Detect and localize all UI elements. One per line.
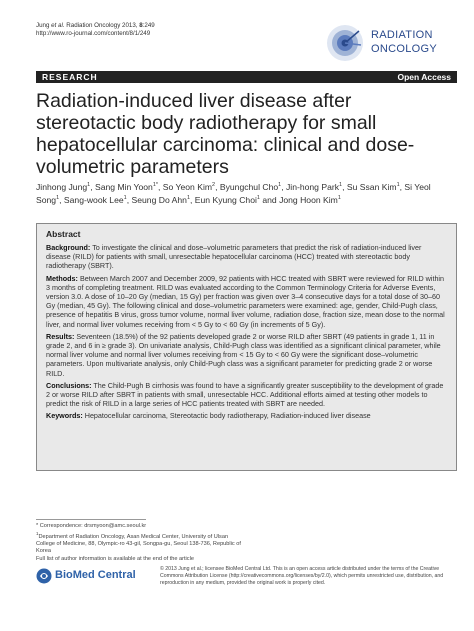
- radiation-oncology-logo-icon: [325, 23, 365, 63]
- section-label: Background:: [46, 243, 91, 252]
- author-name: Byungchul Cho: [219, 181, 279, 192]
- citation-header: [36, 22, 155, 38]
- publisher-logo: [36, 566, 146, 588]
- article-type-bar: [36, 71, 457, 83]
- abstract-keywords: [46, 411, 447, 420]
- section-text: The Child-Pugh B cirrhosis was found to have a significantly greater susceptibility to the development of grade 2 or worse RILD after SBRT in patients with small, unresectable HCC. Additional efforts aimed at testing other models to predict the risk of RILD in a large series of HCC patients treated with SBRT are needed.: [46, 380, 444, 409]
- author-affiliation-sup: 1: [186, 195, 190, 202]
- section-text: Seventeen (18.5%) of the 92 patients developed grade 2 or worse RILD after SBRT (49 patients in grade 1, 11 in grade 2, and 6 in ≥ grade 3). On univariate analysis, Child-Pugh class was identified as a significant clinical parameter, while normal liver volume and normal liver volumes receiving from < 15 Gy to < 60 Gy were the significant dose–volumetric parameters. Upon multivariate analysis, only Child-Pugh class was a significant parameter for predicting grade 2 or worse RILD.: [46, 331, 441, 378]
- article-url[interactable]: http://www.ro-journal.com/content/8/1/249: [36, 30, 151, 37]
- author-info-note: Full list of author information is available at the end of the article: [36, 555, 194, 562]
- logo-text: [371, 28, 437, 56]
- abstract-box: [36, 223, 457, 471]
- author-name: Su Ssan Kim: [346, 181, 397, 192]
- citation-journal: Radiation Oncology 2013,: [64, 22, 140, 29]
- author-affiliation-sup: 1: [56, 195, 60, 202]
- citation-etal: et al.: [51, 22, 65, 29]
- abstract-methods: [46, 274, 447, 329]
- author-name: Si Yeol Song: [36, 181, 431, 206]
- footnotes: [36, 523, 246, 563]
- author-affiliation-sup: 1: [87, 182, 91, 188]
- section-label: Results:: [46, 331, 75, 341]
- author-affiliation-sup: 1: [256, 195, 260, 202]
- citation-page: :249: [142, 22, 155, 29]
- abstract-results: [46, 332, 447, 378]
- author-name: Jin-hong Park: [286, 181, 340, 192]
- author-name: Sang Min Yoon: [94, 181, 153, 192]
- author-affiliation-sup: 2: [212, 182, 216, 188]
- publisher-name: BioMed Central: [55, 569, 136, 581]
- footnote-divider: [36, 519, 146, 520]
- abstract-conclusions: [46, 381, 447, 409]
- author-name: So Yeon Kim: [162, 181, 213, 192]
- section-label: Keywords:: [46, 411, 83, 421]
- section-label: Methods:: [46, 273, 78, 283]
- copyright-notice: © 2013 Jung et al.; licensee BioMed Central Ltd. This is an open access article distributed under the terms of the Creative Commons Attribution License (http://creativecommons.org/licenses/by/2.0), which permits unrestricted use, distribution, and reproduction in any medium, provided the original work is properly cited.: [160, 566, 444, 586]
- author-name: Jinhong Jung: [36, 181, 88, 192]
- author-affiliation-sup: 1: [339, 182, 343, 188]
- citation-authors: Jung: [36, 22, 52, 29]
- open-access-label: Open Access: [397, 72, 451, 82]
- author-affiliation-sup: 1: [337, 195, 341, 202]
- logo-line-1: RADIATION: [371, 29, 433, 41]
- affiliation: [36, 530, 246, 555]
- author-name: Jong Hoon Kim: [279, 195, 338, 206]
- article-title: Radiation-induced liver disease after stereotactic body radiotherapy for small hepatocellular carcinoma: clinical and dose-volumetric parameters: [36, 90, 415, 178]
- author-affiliation-sup: 1: [123, 195, 127, 202]
- abstract-heading: Abstract: [46, 229, 81, 239]
- author-affiliation-sup: 1*: [152, 182, 159, 188]
- author-name: Sang-wook Lee: [63, 195, 124, 206]
- author-name: Eun Kyung Choi: [194, 195, 257, 206]
- biomed-central-logo-icon: [36, 568, 52, 584]
- citation-volume: 8: [139, 22, 143, 29]
- author-affiliation-sup: 1: [396, 182, 400, 188]
- author-list: Jinhong Jung$^1$, Sang Min Yoon$^{1*}$, So Yeon Kim$^2$, Byungchul Cho$^1$, Jin-hong Park$^1$, Su Ssan Kim$^1$, Si Yeol Song$^1$, Sang-wook Lee$^1$, Seung Do Ahn$^1$, Eun Kyung Choi$^1$ and Jong Hoon Kim$^1$: [36, 181, 431, 206]
- section-text: To investigate the clinical and dose–volumetric parameters that predict the risk of radiation-induced liver disease (RILD) for patients with small, unresectable hepatocellular carcinoma (HCC) treated with stereotactic body radiotherapy (SBRT).: [46, 243, 422, 271]
- section-text: Hepatocellular carcinoma, Stereotactic body radiotherapy, Radiation-induced liver disease: [82, 411, 371, 421]
- article-type-label: RESEARCH: [42, 72, 98, 82]
- logo-line-2: ONCOLOGY: [371, 43, 437, 55]
- section-text: Between March 2007 and December 2009, 92 patients with HCC treated with SBRT were reviewed for RILD within 3 months of completing treatment. RILD was evaluated according to the Common Terminology Criteria for Adverse Events, version 3.0. A dose of 10–20 Gy (median, 15 Gy) per fraction was given over 3–4 consecutive days for a total dose of 30–60 Gy (median, 45 Gy). The following clinical and dose–volumetric parameters were examined: age, gender, Child-Pugh class, presence of hepatitis B virus, gross tumor volume, normal liver volume, radiation dose, fraction size, mean dose to the normal liver, and normal liver volumes receiving from < 5 Gy to < 60 Gy (in increments of 5 Gy).: [46, 273, 445, 329]
- correspondence: * Correspondence: drsmyoon@amc.seoul.kr: [36, 523, 147, 529]
- section-label: Conclusions:: [46, 380, 92, 390]
- affiliation-text: Department of Radiation Oncology, Asan Medical Center, University of Ulsan College of Medicine, 88, Olympic-ro 43-gil, Songpa-gu, Seoul 138-736, Republic of Korea: [36, 534, 241, 555]
- abstract-background: [46, 243, 447, 271]
- affiliation-sup: 1: [36, 531, 39, 537]
- author-affiliation-sup: 1: [278, 182, 282, 188]
- citation-line: [36, 22, 155, 30]
- journal-logo: [325, 20, 457, 68]
- author-name: Seung Do Ahn: [131, 195, 187, 206]
